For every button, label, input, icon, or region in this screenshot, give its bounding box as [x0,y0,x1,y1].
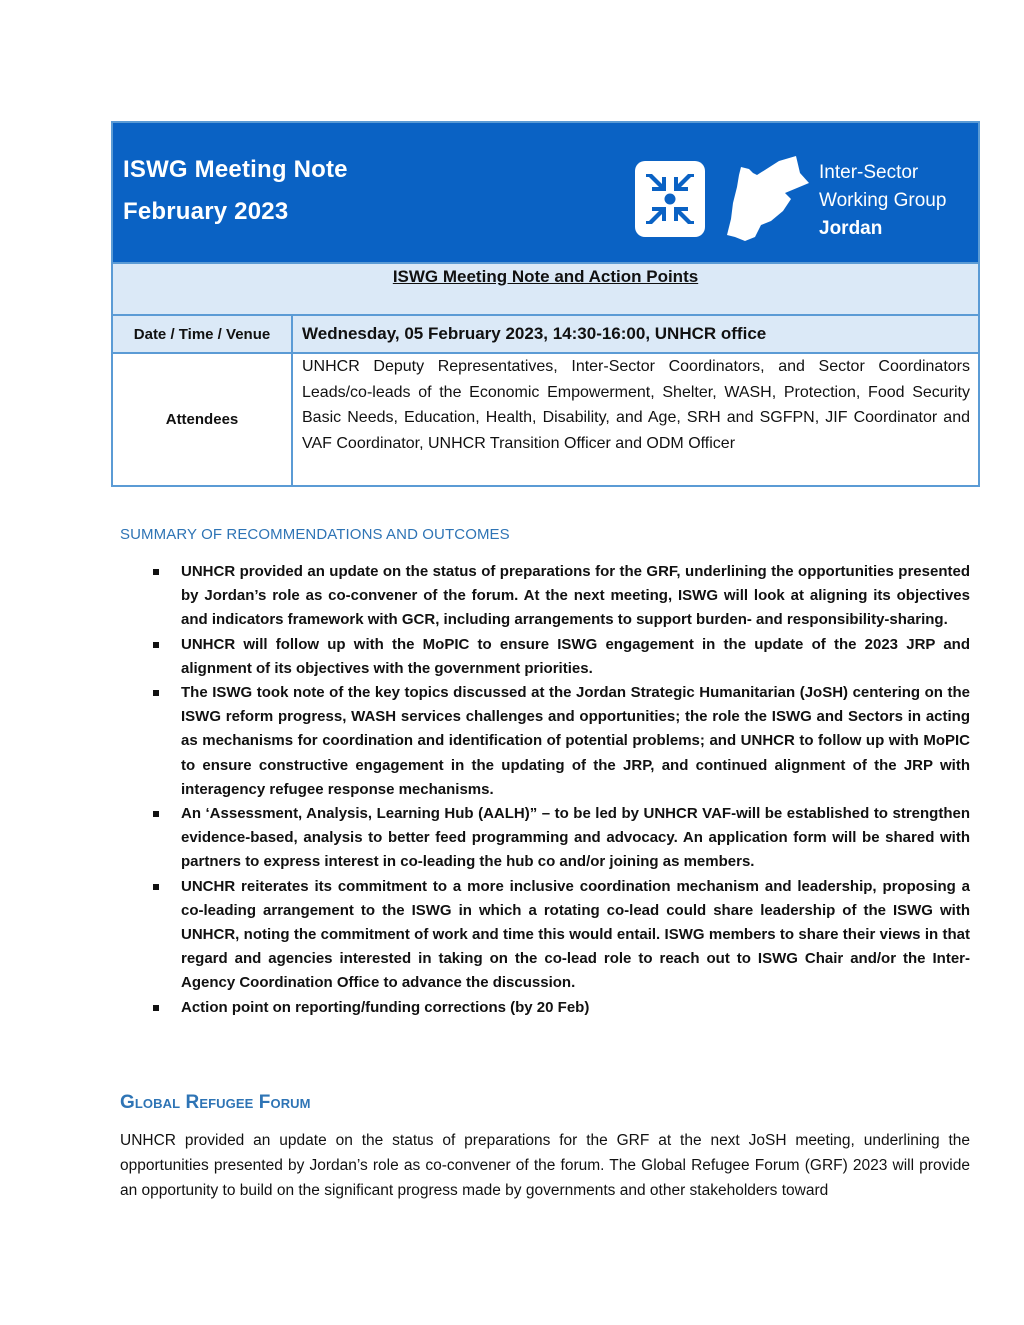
grf-heading: Global Refugee Forum [120,1092,311,1113]
date-row [113,314,978,352]
org-name [819,159,946,243]
summary-heading: SUMMARY OF RECOMMENDATIONS AND OUTCOMES [120,526,510,543]
list-item: The ISWG took note of the key topics discussed at the Jordan Strategic Humanitarian (JoSH) centering on the ISWG reform progress, WASH services challenges and opportunities; the role the ISWG and Sectors in acting as mechanisms for coordination and identification of potential problems; and UNHCR to follow up with MoPIC to ensure constructive engagement in the updating of the JRP, and continued alignment of the JRP with interagency refugee response mechanisms. [120,681,970,802]
grf-paragraph: UNHCR provided an update on the status of preparations for the GRF at the next JoSH meeting, underlining the opportunities presented by Jordan’s role as co-convener of the forum. The Global Refugee Forum (GRF) 2023 will provide an opportunity to build on the significant progress made by governments and other stakeholders toward [120,1132,970,1199]
attendees-row [113,352,978,485]
date-value: Wednesday, 05 February 2023, 14:30-16:00, UNHCR office [293,316,978,352]
attendees-label: Attendees [113,354,293,485]
org-line-2: Working Group [819,190,947,211]
date-label: Date / Time / Venue [113,316,293,352]
org-line-1: Inter-Sector [819,162,919,183]
document-title: ISWG Meeting Note [123,156,348,183]
header-banner [113,123,978,262]
recommendations-list [120,560,970,1020]
list-item: An ‘Assessment, Analysis, Learning Hub (AALH)” – to be led by UNHCR VAF-will be established to strengthen evidence-based, analysis to better feed programming and advocacy. An application form will be shared with partners to express interest in co-leading the hub co and/or joining as members. [120,802,970,875]
attendees-value: UNHCR Deputy Representatives, Inter-Sector Coordinators, and Sector Coordinators Leads/co-leads of the Economic Empowerment, Shelter, WASH, Protection, Food Security Basic Needs, Education, Health, Disability, and Age, SRH and SGFPN, JIF Coordinator and VAF Coordinator, UNHCR Transition Officer and ODM Officer [302,358,970,453]
meeting-header-table [111,121,980,487]
document-date: February 2023 [123,198,289,225]
org-line-3: Jordan [819,218,883,239]
list-item: Action point on reporting/funding corrections (by 20 Feb) [120,996,970,1020]
list-item: UNHCR will follow up with the MoPIC to ensure ISWG engagement in the update of the 2023 JRP and alignment of its objectives with the government priorities. [120,633,970,681]
meeting-table-title-row [113,262,978,314]
meeting-table-title: ISWG Meeting Note and Action Points [392,267,699,286]
list-item: UNHCR provided an update on the status of preparations for the GRF, underlining the opportunities presented by Jordan’s role as co-convener of the forum. At the next meeting, ISWG will look at aligning its objectives and indicators framework with GCR, including arrangements to support burden- and responsibility-sharing. [120,560,970,633]
jordan-map-icon [721,153,813,243]
arrows-converging-icon [635,161,705,237]
list-item: UNCHR reiterates its commitment to a more inclusive coordination mechanism and leadership, proposing a co-leading arrangement to the ISWG in which a rotating co-lead could share leadership of the ISWG with UNHCR, noting the commitment of work and time this would entail. ISWG members to share their views in that regard and agencies interested in taking on the co-lead role to reach out to ISWG Chair and/or the Inter-Agency Coordination Office to advance the discussion. [120,875,970,996]
